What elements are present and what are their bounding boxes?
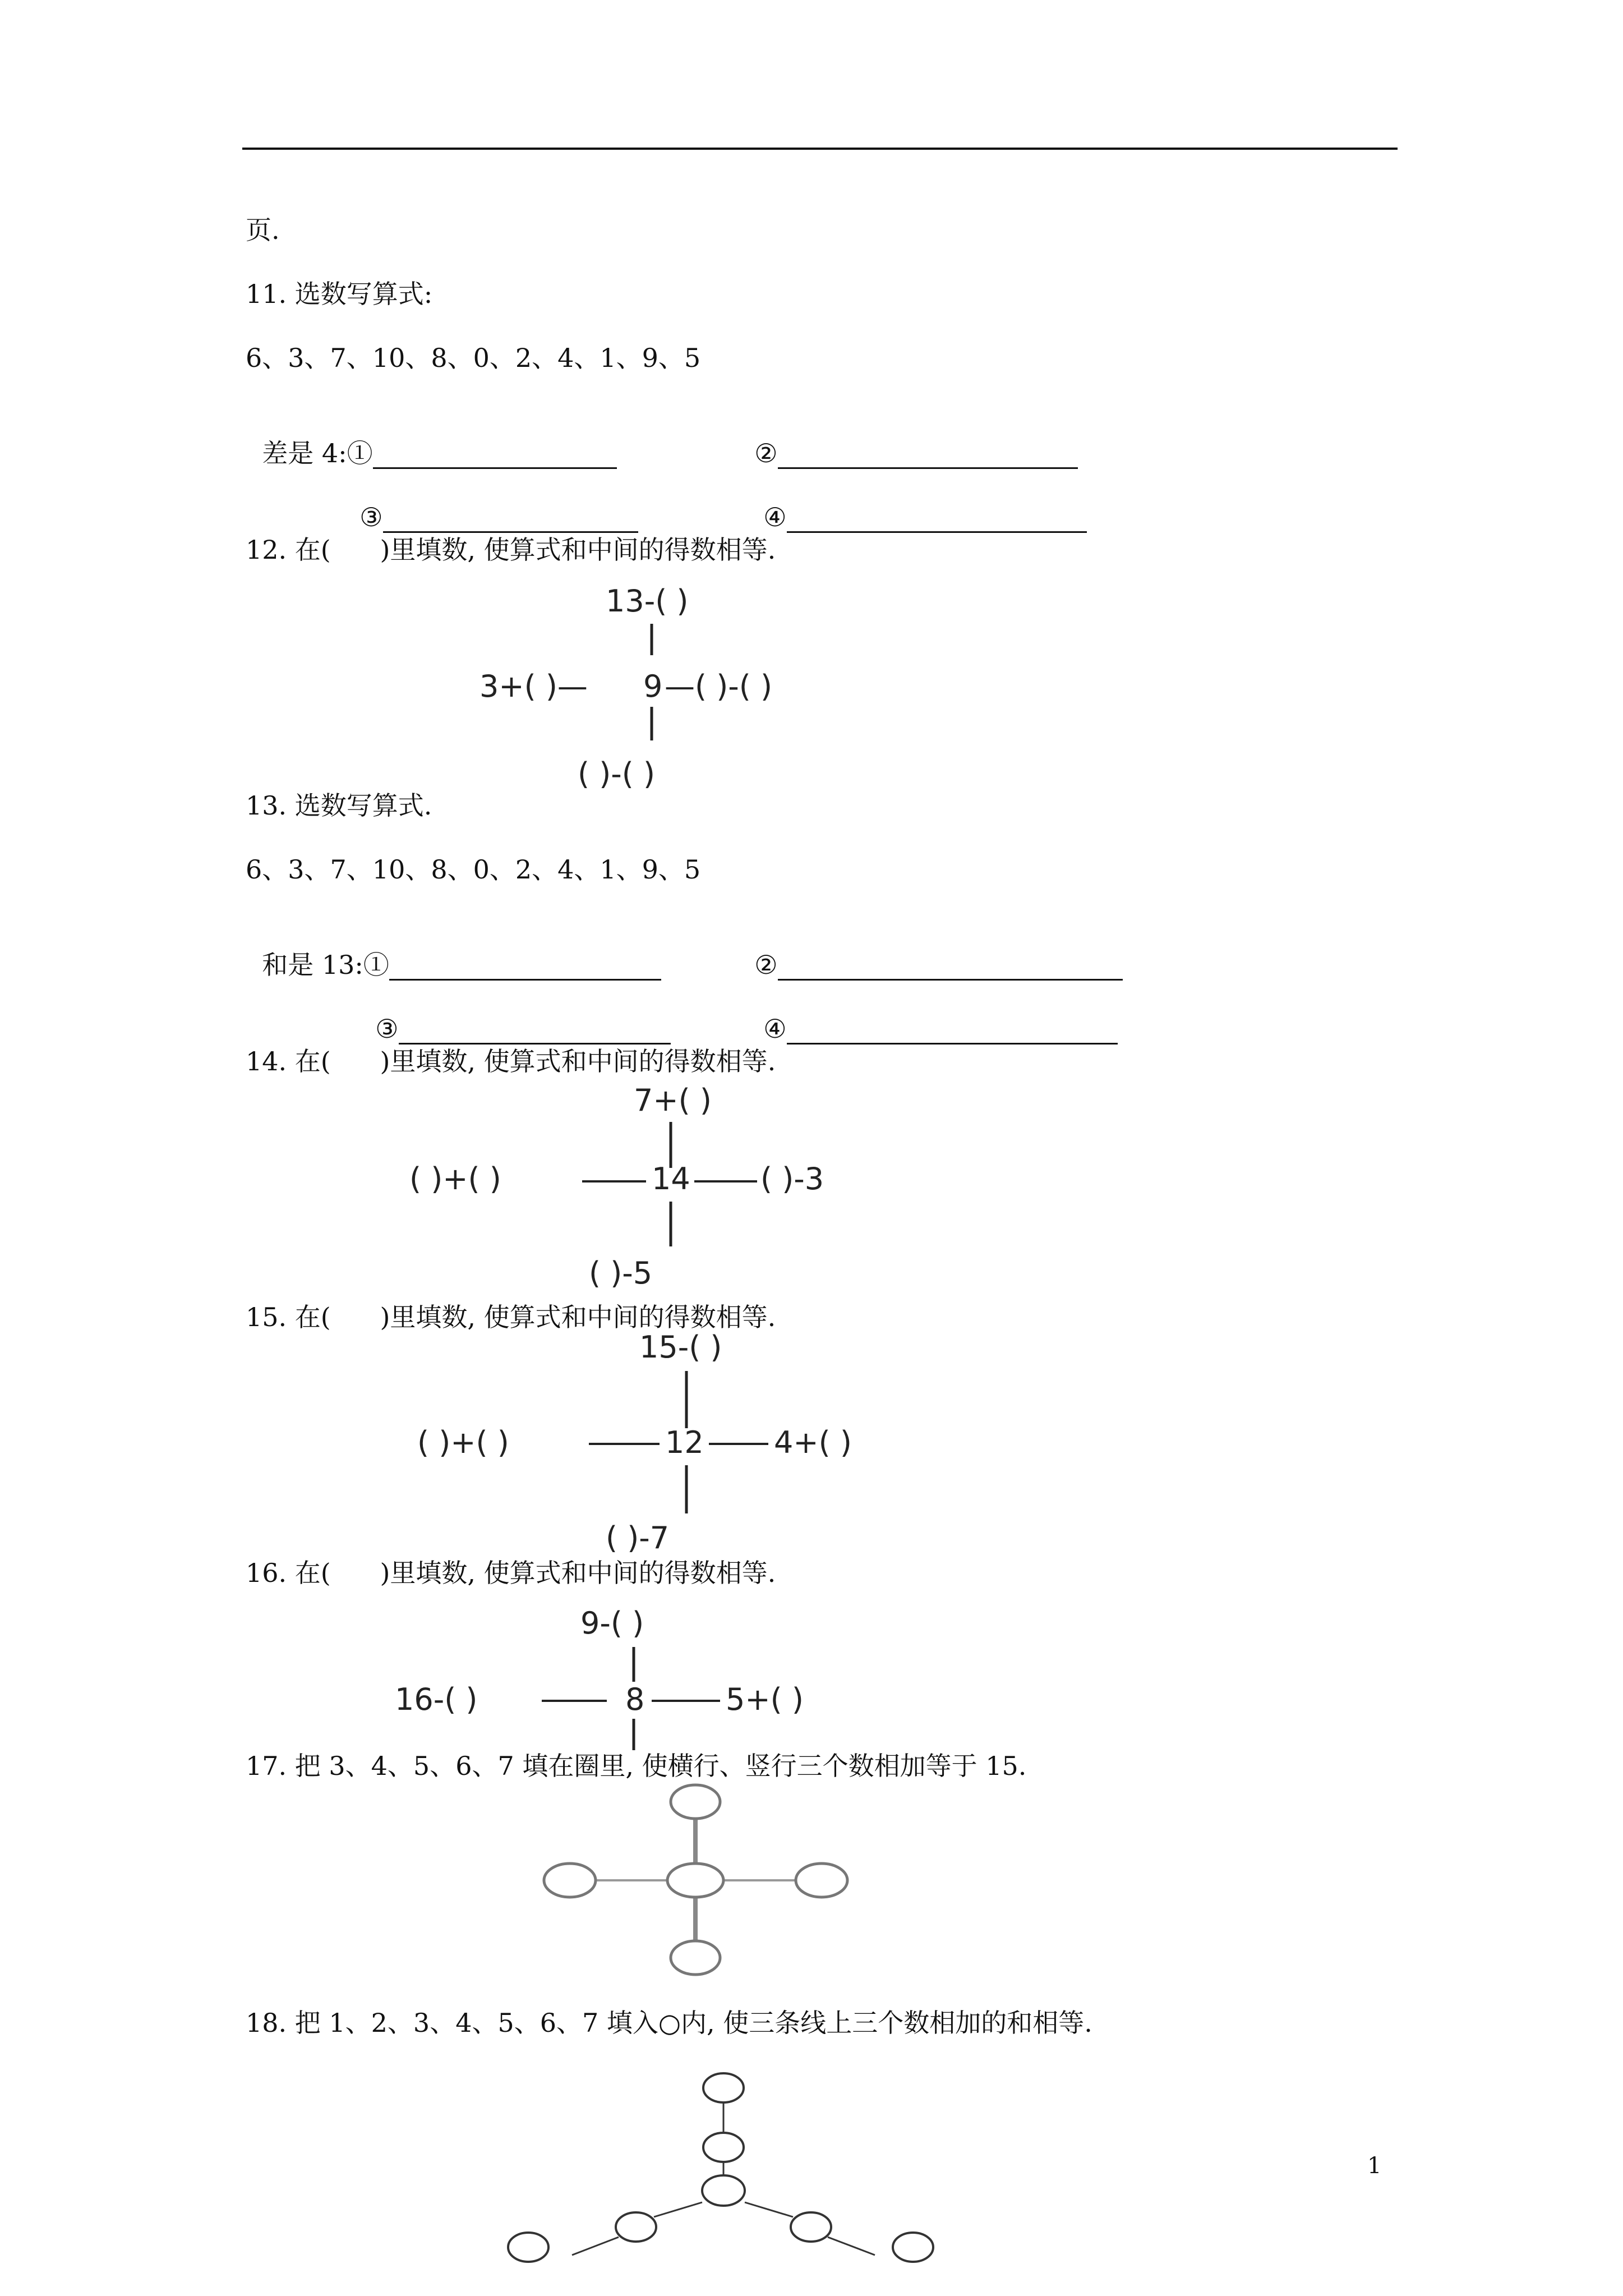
q11-title: 11. 选数写算式: <box>246 279 433 309</box>
q18-circle-1 <box>703 2073 744 2102</box>
q11-row2 <box>343 470 638 533</box>
q18-circle-left-1 <box>616 2212 656 2242</box>
q13-blank-3[interactable] <box>399 1017 671 1045</box>
q14-bottom-expr: ( )-5 <box>589 1255 653 1291</box>
q17-circle-center <box>667 1864 723 1897</box>
q11-mark-3: ③ <box>359 502 383 532</box>
q11-mark-2: ② <box>754 438 778 468</box>
q18-circle-left-2 <box>508 2233 548 2262</box>
continued-text: 页. <box>246 215 280 245</box>
q11-blank-4[interactable] <box>787 505 1087 533</box>
q18-circle-right-2 <box>893 2233 933 2262</box>
q12-title: 12. 在( )里填数, 使算式和中间的得数相等. <box>246 535 776 565</box>
q17-circle-bottom <box>671 1941 720 1975</box>
q11-row1b <box>738 406 1078 469</box>
q11-blank-3[interactable] <box>383 505 638 533</box>
q16-center-value: 8 <box>625 1682 645 1717</box>
q14-right-expr: ( )-3 <box>760 1161 824 1197</box>
q13-mark-2: ② <box>754 950 778 980</box>
q15-right-expr: 4+( ) <box>774 1425 852 1460</box>
q15-bottom-expr: ( )-7 <box>606 1520 670 1556</box>
q13-row1b <box>738 918 1123 981</box>
q16-top-expr: 9-( ) <box>580 1605 644 1641</box>
q14-figure <box>393 1077 909 1313</box>
q13-title: 13. 选数写算式. <box>246 790 432 821</box>
q17-figure <box>527 1778 864 2003</box>
q18-title: 18. 把 1、2、3、4、5、6、7 填入○内, 使三条线上三个数相加的和相等. <box>246 2008 1092 2038</box>
q17-circle-left <box>544 1864 596 1897</box>
q16-title: 16. 在( )里填数, 使算式和中间的得数相等. <box>246 1558 776 1588</box>
page-number: 1 <box>1367 2153 1382 2179</box>
header-rule <box>242 148 1398 150</box>
q15-left-expr: ( )+( ) <box>417 1425 509 1460</box>
q11-mark-4: ④ <box>763 502 787 532</box>
q11-blank-1[interactable] <box>373 441 617 469</box>
q11-mark-1: ① <box>347 438 373 468</box>
q18-circle-right-1 <box>791 2212 831 2242</box>
q14-left-expr: ( )+( ) <box>409 1161 501 1197</box>
q15-figure <box>404 1325 920 1561</box>
q13-row1 <box>246 918 661 981</box>
q13-blank-1[interactable] <box>389 953 661 981</box>
q13-mark-3: ③ <box>375 1014 399 1044</box>
q13-lead: 和是 13: <box>262 950 363 980</box>
q12-top-expr: 13-( ) <box>606 583 689 619</box>
q14-center-value: 14 <box>652 1161 690 1197</box>
q12-left-expr: 3+( )— <box>479 669 588 704</box>
q17-circle-top <box>671 1785 720 1819</box>
q15-top-expr: 15-( ) <box>639 1329 722 1365</box>
q11-row1 <box>246 406 617 469</box>
q13-numbers: 6、3、7、10、8、0、2、4、1、9、5 <box>246 854 701 885</box>
q11-row2b <box>747 470 1087 533</box>
q12-figure <box>471 572 897 808</box>
q18-circle-center <box>702 2175 745 2206</box>
q13-blank-4[interactable] <box>787 1017 1118 1045</box>
q18-figure <box>494 2064 953 2296</box>
q13-mark-1: ① <box>363 950 389 980</box>
q11-blank-2[interactable] <box>778 441 1078 469</box>
q13-mark-4: ④ <box>763 1014 787 1044</box>
q17-title: 17. 把 3、4、5、6、7 填在圈里, 使横行、竖行三个数相加等于 15. <box>246 1751 1027 1781</box>
q15-center-value: 12 <box>665 1425 704 1460</box>
q11-lead: 差是 4: <box>262 438 347 468</box>
q12-right-expr: —( )-( ) <box>665 669 773 704</box>
q12-center-value: 9 <box>643 669 663 704</box>
q15-title: 15. 在( )里填数, 使算式和中间的得数相等. <box>246 1302 776 1332</box>
q12-bottom-expr: ( )-( ) <box>578 756 656 792</box>
q18-circle-2 <box>703 2133 744 2162</box>
q13-blank-2[interactable] <box>778 953 1123 981</box>
q16-right-expr: 5+( ) <box>726 1682 804 1717</box>
q14-title: 14. 在( )里填数, 使算式和中间的得数相等. <box>246 1046 776 1076</box>
q14-top-expr: 7+( ) <box>634 1083 712 1118</box>
q13-row2 <box>359 982 671 1045</box>
q13-row2b <box>747 982 1118 1045</box>
q17-circle-right <box>796 1864 847 1897</box>
q16-figure <box>387 1599 892 1756</box>
q11-numbers: 6、3、7、10、8、0、2、4、1、9、5 <box>246 343 701 373</box>
q16-left-expr: 16-( ) <box>395 1682 478 1717</box>
